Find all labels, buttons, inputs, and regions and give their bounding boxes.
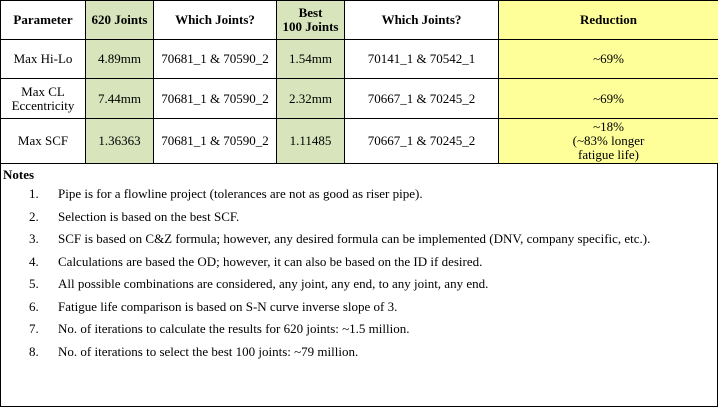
- note-number: 2.: [29, 208, 39, 224]
- list-item: [1, 273, 717, 296]
- cell-reduction-line3: fatigue life): [578, 147, 639, 162]
- notes-list: [1, 183, 717, 363]
- note-number: 8.: [29, 343, 39, 359]
- cell-which-joints-2: 70667_1 & 70245_2: [345, 79, 499, 119]
- note-text: All possible combinations are considered, any joint, any end, to any joint, any end.: [58, 276, 489, 291]
- note-text: SCF is based on C&Z formula; however, any desired formula can be implemented (DNV, company specific, etc.).: [58, 231, 651, 246]
- table-header-row: [1, 1, 718, 40]
- cell-reduction: ~69%: [499, 79, 718, 119]
- cell-620-joints: 7.44mm: [86, 79, 154, 119]
- cell-parameter-line2: Eccentricity: [11, 97, 75, 113]
- note-text: Pipe is for a flowline project (tolerances are not as good as riser pipe).: [58, 186, 423, 201]
- cell-which-joints: 70681_1 & 70590_2: [154, 40, 277, 79]
- header-best-line2: 100 Joints: [282, 19, 339, 34]
- note-number: 3.: [29, 231, 39, 246]
- header-which-joints: Which Joints?: [154, 1, 277, 40]
- cell-which-joints: 70681_1 & 70590_2: [154, 119, 277, 164]
- cell-parameter: Max Hi-Lo: [1, 40, 86, 79]
- cell-parameter: [1, 79, 86, 119]
- list-item: [1, 318, 717, 341]
- notes-section: [1, 167, 717, 363]
- header-best-line1: Best: [298, 5, 323, 20]
- note-number: 5.: [29, 276, 39, 291]
- header-which-joints-2: Which Joints?: [345, 1, 499, 40]
- cell-reduction: ~69%: [499, 40, 718, 79]
- cell-reduction: [499, 119, 718, 164]
- cell-which-joints-2: 70141_1 & 70542_1: [345, 40, 499, 79]
- cell-best-100: 1.54mm: [277, 40, 345, 79]
- note-text: Calculations are based the OD; however, it can also be based on the ID if desired.: [58, 253, 483, 269]
- note-text: No. of iterations to select the best 100 joints: ~79 million.: [58, 343, 359, 359]
- note-text: No. of iterations to calculate the results for 620 joints: ~1.5 million.: [58, 321, 410, 336]
- note-number: 1.: [29, 186, 39, 201]
- cell-620-joints: 1.36363: [86, 119, 154, 164]
- header-reduction: Reduction: [499, 1, 718, 40]
- cell-best-100: 1.11485: [277, 119, 345, 164]
- list-item: [1, 183, 717, 206]
- list-item: [1, 251, 717, 274]
- cell-which-joints-2: 70667_1 & 70245_2: [345, 119, 499, 164]
- cell-which-joints: 70681_1 & 70590_2: [154, 79, 277, 119]
- note-number: 6.: [29, 298, 39, 314]
- cell-parameter: Max SCF: [1, 119, 86, 164]
- list-item: [1, 296, 717, 319]
- note-number: 4.: [29, 253, 39, 269]
- cell-parameter-line1: Max CL: [21, 83, 65, 99]
- results-table: [0, 0, 718, 164]
- header-best-100-joints: [277, 1, 345, 40]
- note-text: Fatigue life comparison is based on S-N curve inverse slope of 3.: [58, 298, 398, 314]
- cell-620-joints: 4.89mm: [86, 40, 154, 79]
- header-620-joints: 620 Joints: [86, 1, 154, 40]
- list-item: [1, 228, 717, 251]
- note-text: Selection is based on the best SCF.: [58, 208, 240, 224]
- note-number: 7.: [29, 321, 39, 336]
- cell-best-100: 2.32mm: [277, 79, 345, 119]
- list-item: [1, 341, 717, 364]
- list-item: [1, 206, 717, 229]
- cell-reduction-line1: ~18%: [593, 119, 624, 134]
- table-row: [1, 119, 718, 164]
- notes-title: Notes: [3, 167, 35, 182]
- header-parameter: Parameter: [1, 1, 86, 40]
- table-row: [1, 79, 718, 119]
- table-row: [1, 40, 718, 79]
- cell-reduction-line2: (~83% longer: [572, 133, 645, 148]
